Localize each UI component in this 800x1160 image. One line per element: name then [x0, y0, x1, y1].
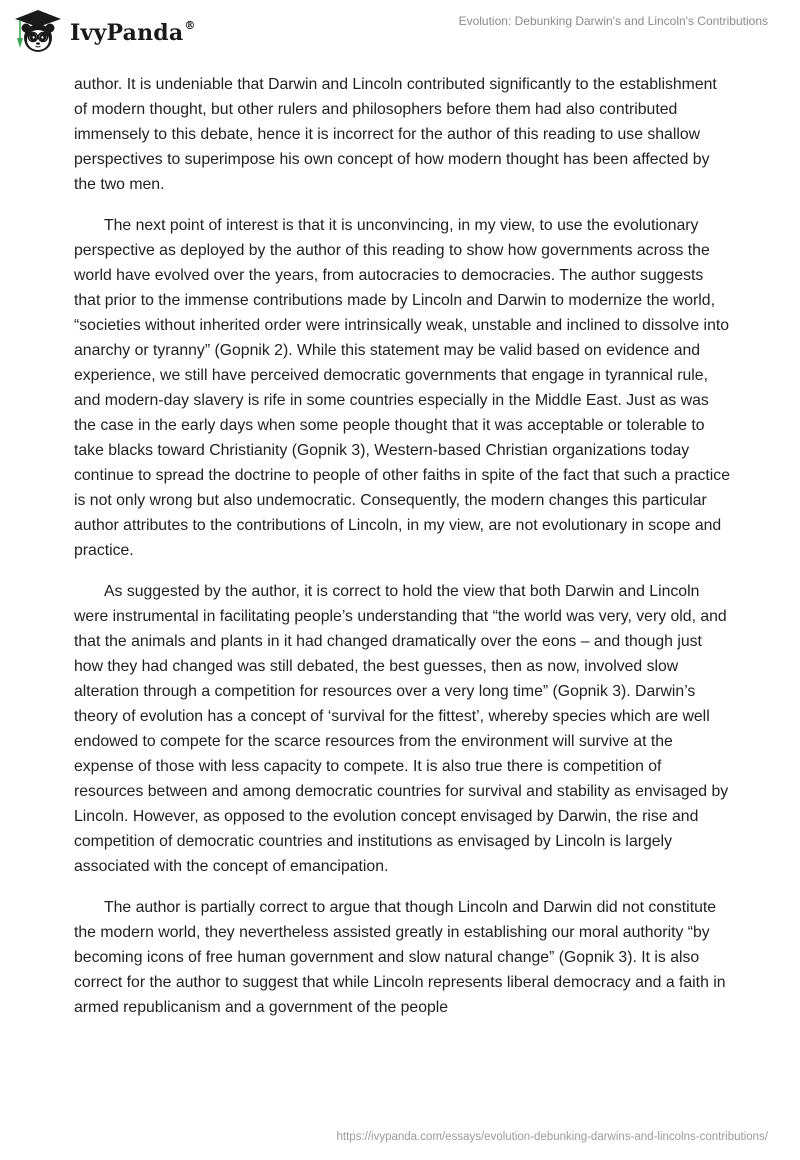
panda-graduate-logo-icon	[12, 8, 64, 56]
essay-body	[74, 72, 730, 1020]
paragraph-4: The author is partially correct to argue that though Lincoln and Darwin did not constitute the modern world, they nevertheless assisted greatly in establishing our moral authority “by becoming icons of free human government and slow natural change” (Gopnik 3). It is also correct for the author to suggest that while Lincoln represents liberal democracy and a faith in armed republicanism and a government of the people	[74, 899, 726, 1016]
page-header	[0, 0, 800, 70]
brand-name: IvyPanda®	[70, 18, 196, 46]
paragraph-3: As suggested by the author, it is correct to hold the view that both Darwin and Lincoln were instrumental in facilitating people’s understanding that “the world was very, very old, and that the animals and plants in it had changed dramatically over the eons – and though just how they had changed was still debated, the best guesses, then as now, involved slow alteration through a competition for resources over a very long time” (Gopnik 3). Darwin’s theory of evolution has a concept of ‘survival for the fittest’, whereby species which are well endowed to compete for the scarce resources from the environment will survive at the expense of those with less capacity to compete. It is also true there is competition of resources between and among democratic countries for survival and stability as envisaged by Lincoln. However, as opposed to the evolution concept envisaged by Darwin, the rise and competition of democratic countries and institutions as envisaged by Lincoln is largely associated with the concept of emancipation.	[74, 583, 729, 875]
document-title: Evolution: Debunking Darwin's and Lincoln's Contributions	[458, 14, 768, 28]
source-url[interactable]: https://ivypanda.com/essays/evolution-debunking-darwins-and-lincolns-contributions/	[336, 1131, 768, 1143]
paragraph-2: The next point of interest is that it is unconvincing, in my view, to use the evolutionary perspective as deployed by the author of this reading to show how governments across the world have evolved over the years, from autocracies to democracies. The author suggests that prior to the immense contributions made by Lincoln and Darwin to modernize the world, “societies without inherited order were intrinsically weak, unstable and inclined to dissolve into anarchy or tyranny” (Gopnik 2). While this statement may be valid based on evidence and experience, we still have perceived democratic governments that engage in tyrannical rule, and modern-day slavery is rife in some countries especially in the Middle East. Just as was the case in the early days when some people thought that it was acceptable or tolerable to take blacks toward Christianity (Gopnik 3), Western-based Christian organizations today continue to spread the doctrine to people of other faiths in spite of the fact that such a practice is not only wrong but also undemocratic. Consequently, the modern changes this particular author attributes to the contributions of Lincoln, in my view, are not evolutionary in scope and practice.	[74, 217, 730, 559]
brand-logo[interactable]	[12, 8, 196, 56]
registered-mark: ®	[184, 18, 196, 32]
paragraph-1: author. It is undeniable that Darwin and Lincoln contributed significantly to the establishment of modern thought, but other rulers and philosophers before them had also contributed immensely to this debate, hence it is incorrect for the author of this reading to use shallow perspectives to superimpose his own concept of how modern thought has been affected by the two men.	[74, 76, 717, 193]
